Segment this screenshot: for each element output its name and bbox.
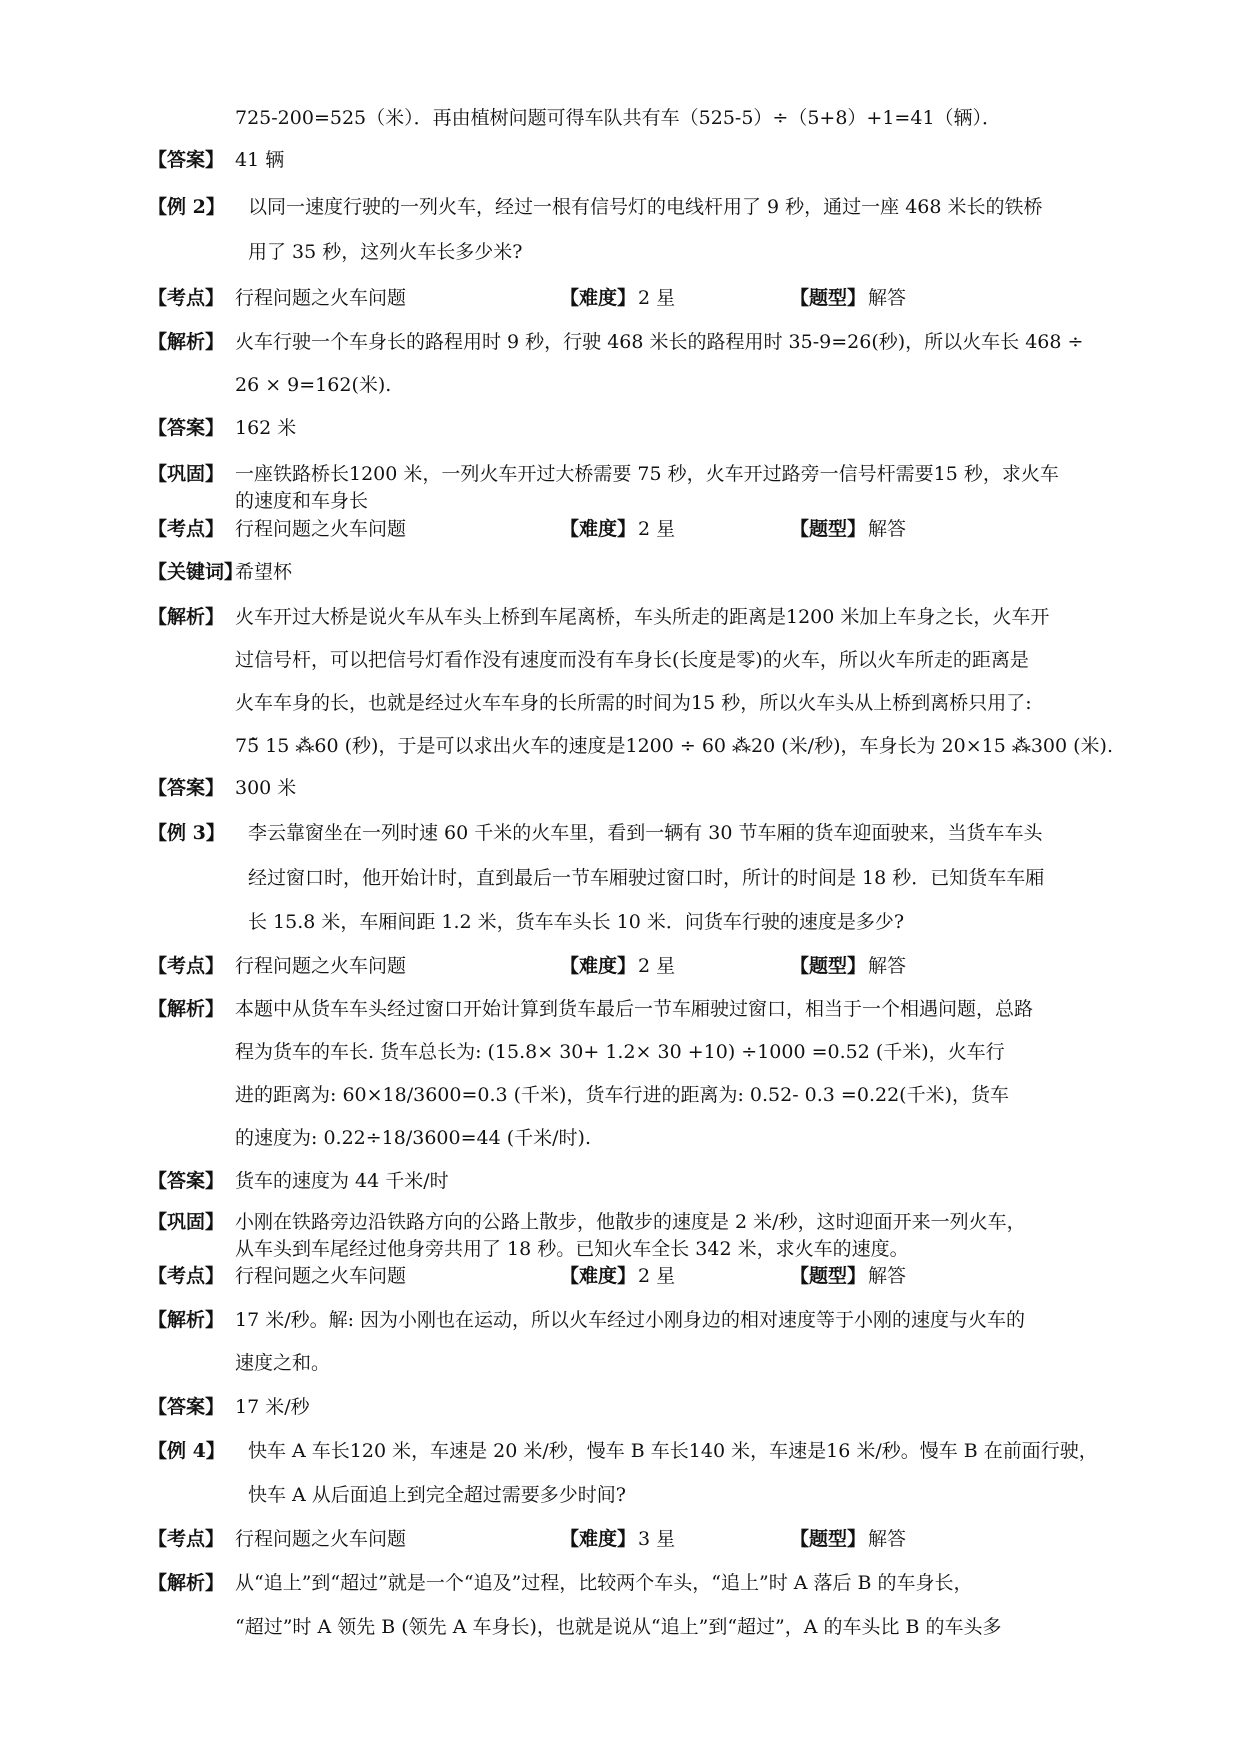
line-text: “超过”时 A 领先 B (领先 A 车身长)，也就是说从“追上”到“超过”，A 的车头比 B 的车头多 xyxy=(235,1616,1002,1638)
nandu-value: 3 星 xyxy=(638,1528,676,1550)
section-label: 【巩固】 xyxy=(148,1211,225,1233)
question-type xyxy=(790,1525,906,1553)
tixing-value: 解答 xyxy=(868,518,907,540)
question-type xyxy=(790,284,906,312)
difficulty xyxy=(560,284,675,312)
label-kaodian: 【考点】 xyxy=(148,955,225,977)
line-text: 41 辆 xyxy=(235,149,285,171)
line-text: 一座铁路桥长1200 米，一列火车开过大桥需要 75 秒，火车开过路旁一信号杆需要15 秒，求火车 xyxy=(235,463,1059,485)
line-text: 用了 35 秒，这列火车长多少米? xyxy=(248,241,523,263)
line-text: 货车的速度为 44 千米/时 xyxy=(235,1170,449,1192)
nandu-value: 2 星 xyxy=(638,955,676,977)
question-type xyxy=(790,952,906,980)
line-text: 从“追上”到“超过”就是一个“追及”过程，比较两个车头，“追上”时 A 落后 B 的车身长， xyxy=(235,1572,973,1594)
line-text: 300 米 xyxy=(235,777,297,799)
section-label: 【巩固】 xyxy=(148,463,225,485)
tixing-value: 解答 xyxy=(868,1528,907,1550)
line-text: 以同一速度行驶的一列火车，经过一根有信号灯的电线杆用了 9 秒，通过一座 468 米长的铁桥 xyxy=(248,196,1043,218)
label-tixing: 【题型】 xyxy=(790,1528,867,1550)
label-nandu: 【难度】 xyxy=(560,1265,637,1287)
section-label: 【例 2】 xyxy=(148,196,225,218)
line-text: 17 米/秒 xyxy=(235,1396,310,1418)
line-text: 速度之和。 xyxy=(235,1352,331,1374)
difficulty xyxy=(560,1262,675,1290)
line-text: 希望杯 xyxy=(235,561,293,583)
section-label: 【关键词】 xyxy=(148,561,244,583)
section-label: 【解析】 xyxy=(148,1572,225,1594)
section-label: 【例 3】 xyxy=(148,822,225,844)
label-nandu: 【难度】 xyxy=(560,287,637,309)
line-text: 火车行驶一个车身长的路程用时 9 秒，行驶 468 米长的路程用时 35-9=26(秒)，所以火车长 468 ÷ xyxy=(235,331,1084,353)
kaodian-value: 行程问题之火车问题 xyxy=(235,955,407,977)
section-label: 【解析】 xyxy=(148,606,225,628)
label-tixing: 【题型】 xyxy=(790,1265,867,1287)
difficulty xyxy=(560,952,675,980)
label-nandu: 【难度】 xyxy=(560,955,637,977)
line-text: 李云靠窗坐在一列时速 60 千米的火车里，看到一辆有 30 节车厢的货车迎面驶来，当货车车头 xyxy=(248,822,1043,844)
tixing-value: 解答 xyxy=(868,287,907,309)
label-nandu: 【难度】 xyxy=(560,1528,637,1550)
section-label: 【答案】 xyxy=(148,417,225,439)
kaodian-value: 行程问题之火车问题 xyxy=(235,1265,407,1287)
question-type xyxy=(790,1262,906,1290)
tixing-value: 解答 xyxy=(868,1265,907,1287)
nandu-value: 2 星 xyxy=(638,518,676,540)
label-tixing: 【题型】 xyxy=(790,287,867,309)
section-label: 【答案】 xyxy=(148,1396,225,1418)
label-nandu: 【难度】 xyxy=(560,518,637,540)
nandu-value: 2 星 xyxy=(638,1265,676,1287)
line-text: 从车头到车尾经过他身旁共用了 18 秒。已知火车全长 342 米，求火车的速度。 xyxy=(235,1238,909,1260)
section-label: 【答案】 xyxy=(148,777,225,799)
line-text: 过信号杆，可以把信号灯看作没有速度而没有车身长(长度是零)的火车，所以火车所走的距离是 xyxy=(235,649,1029,671)
label-tixing: 【题型】 xyxy=(790,518,867,540)
line-text: 火车开过大桥是说火车从车头上桥到车尾离桥，车头所走的距离是1200 米加上车身之长，火车开 xyxy=(235,606,1050,628)
section-label: 【解析】 xyxy=(148,331,225,353)
line-text: 快车 A 从后面追上到完全超过需要多少时间? xyxy=(248,1484,626,1506)
line-text: 的速度和车身长 xyxy=(235,490,369,512)
line-text: 的速度为: 0.22÷18/3600=44 (千米/时). xyxy=(235,1127,591,1149)
label-kaodian: 【考点】 xyxy=(148,287,225,309)
question-type xyxy=(790,515,906,543)
tixing-value: 解答 xyxy=(868,955,907,977)
line-text: 长 15.8 米，车厢间距 1.2 米，货车车头长 10 米．问货车行驶的速度是多少? xyxy=(248,911,905,933)
line-text: 经过窗口时，他开始计时，直到最后一节车厢驶过窗口时，所计的时间是 18 秒．已知货车车厢 xyxy=(248,867,1045,889)
section-label: 【解析】 xyxy=(148,1309,225,1331)
difficulty xyxy=(560,1525,675,1553)
section-label: 【例 4】 xyxy=(148,1440,225,1462)
line-text: 本题中从货车车头经过窗口开始计算到货车最后一节车厢驶过窗口，相当于一个相遇问题，总路 xyxy=(235,998,1034,1020)
label-kaodian: 【考点】 xyxy=(148,518,225,540)
line-text: 162 米 xyxy=(235,417,297,439)
line-text: 快车 A 车长120 米，车速是 20 米/秒，慢车 B 车长140 米，车速是16 米/秒。慢车 B 在前面行驶， xyxy=(248,1440,1098,1462)
kaodian-value: 行程问题之火车问题 xyxy=(235,1528,407,1550)
line-text: 小刚在铁路旁边沿铁路方向的公路上散步，他散步的速度是 2 米/秒，这时迎面开来一列火车， xyxy=(235,1211,1026,1233)
label-tixing: 【题型】 xyxy=(790,955,867,977)
line-text: 程为货车的车长. 货车总长为: (15.8× 30+ 1.2× 30 +10) ÷1000 =0.52 (千米)，火车行 xyxy=(235,1041,1005,1063)
line-text: 17 米/秒。解: 因为小刚也在运动，所以火车经过小刚身边的相对速度等于小刚的速度与火车的 xyxy=(235,1309,1026,1331)
kaodian-value: 行程问题之火车问题 xyxy=(235,518,407,540)
line-text: 75̃ 15 ⁂60 (秒)，于是可以求出火车的速度是1200 ÷ 60 ⁂20 (米/秒)，车身长为 20×15 ⁂300 (米). xyxy=(235,735,1114,757)
line-text: 26 × 9=162(米). xyxy=(235,374,392,396)
nandu-value: 2 星 xyxy=(638,287,676,309)
line-text: 火车车身的长，也就是经过火车车身的长所需的时间为15 秒，所以火车头从上桥到离桥只用了: xyxy=(235,692,1032,714)
difficulty xyxy=(560,515,675,543)
kaodian-value: 行程问题之火车问题 xyxy=(235,287,407,309)
section-label: 【答案】 xyxy=(148,1170,225,1192)
line-text: 725-200=525（米）．再由植树问题可得车队共有车（525-5）÷（5+8）+1=41（辆）． xyxy=(235,107,1002,129)
line-text: 进的距离为: 60×18/3600=0.3 (千米)，货车行进的距离为: 0.52- 0.3 =0.22(千米)，货车 xyxy=(235,1084,1009,1106)
section-label: 【答案】 xyxy=(148,149,225,171)
label-kaodian: 【考点】 xyxy=(148,1528,225,1550)
section-label: 【解析】 xyxy=(148,998,225,1020)
label-kaodian: 【考点】 xyxy=(148,1265,225,1287)
